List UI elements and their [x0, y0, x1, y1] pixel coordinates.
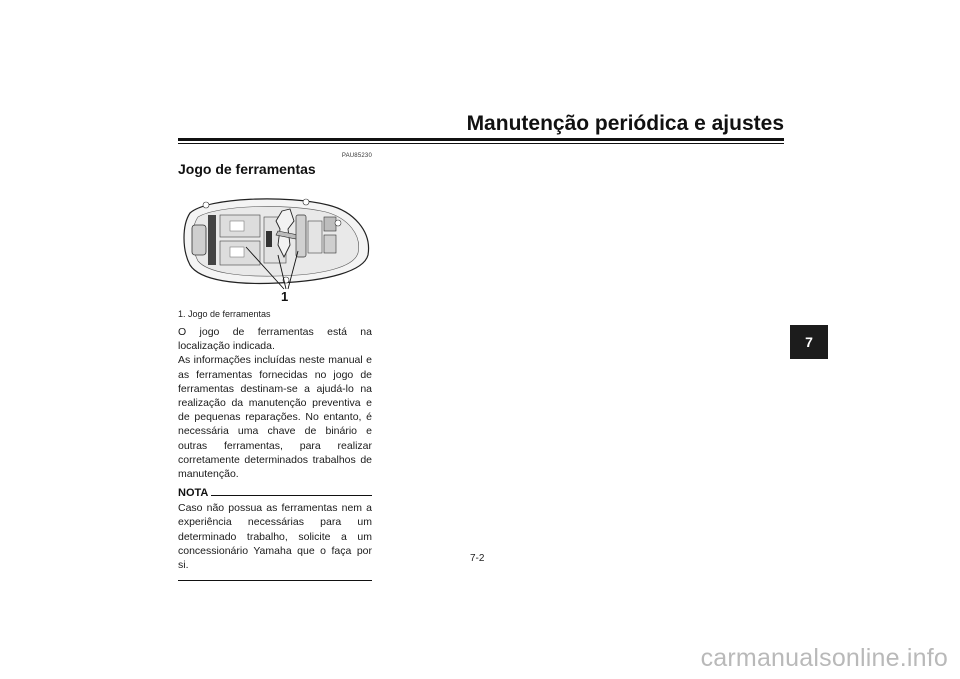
page-header-title: Manutenção periódica e ajustes [466, 112, 784, 135]
watermark: carmanualsonline.info [700, 644, 948, 672]
chapter-tab [790, 325, 828, 359]
figure-caption: 1. Jogo de ferramentas [178, 309, 271, 319]
note-text: Caso não possua as ferramentas nem a experiência necessárias para um determinado trabalho, solicite a um concessionário Yamaha que o faça por si. [178, 502, 372, 572]
page-number: 7-2 [470, 553, 485, 564]
toolkit-figure [178, 185, 374, 305]
note-end-rule [178, 580, 372, 581]
section-heading: Jogo de ferramentas [178, 161, 316, 177]
reference-code: PAU85230 [341, 153, 372, 159]
content-column [178, 150, 372, 581]
body-paragraph-2: As informações incluídas neste manual e as ferramentas fornecidas no jogo de ferramentas destinam-se a ajudá-lo na realização da manutenção preventiva e de pequenas reparações. No entanto, é necessária uma chave de binário e outras ferramentas, para realizar corretamente determinados trabalhos de manutenção. [178, 354, 372, 481]
figure-callout-number: 1 [281, 289, 289, 304]
motorcycle-underseat-illustration [178, 185, 374, 305]
header-rule [178, 138, 784, 141]
note-label: NOTA [178, 487, 209, 500]
note-box [178, 487, 372, 581]
body-text [178, 325, 372, 481]
note-header-rule [211, 495, 372, 496]
chapter-tab-number: 7 [805, 334, 813, 350]
header-rule-thin [178, 143, 784, 144]
body-paragraph-1: O jogo de ferramentas está na localização indicada. [178, 326, 372, 353]
note-header [178, 487, 372, 499]
